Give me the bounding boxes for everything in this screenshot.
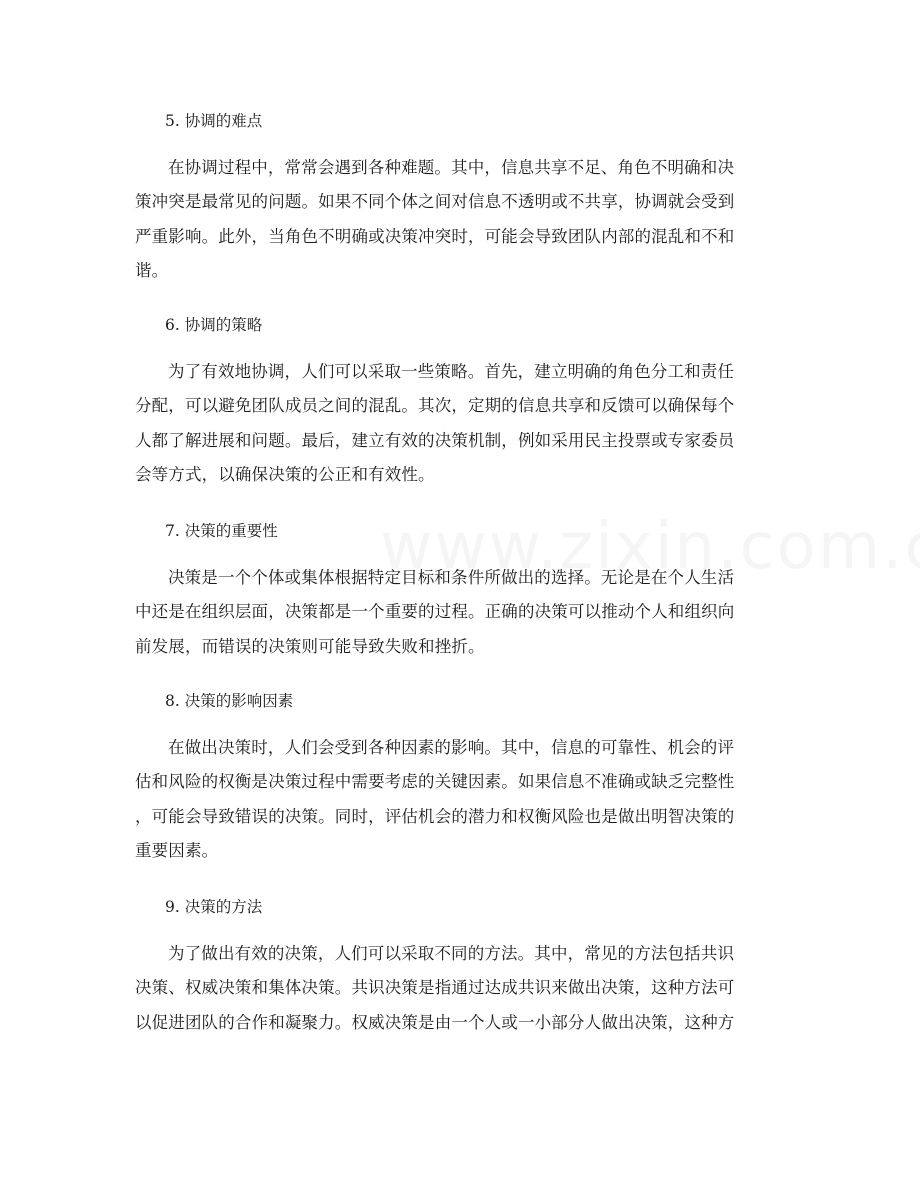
section-paragraph bbox=[135, 561, 785, 664]
paragraph-line: 为了有效地协调，人们可以采取一些策略。首先，建立明确的角色分工和责任 bbox=[168, 362, 735, 381]
paragraph-line: 决策是一个个体或集体根据特定目标和条件所做出的选择。无论是在个人生活 bbox=[168, 568, 735, 587]
paragraph-line: 分配，可以避免团队成员之间的混乱。其次，定期的信息共享和反馈可以确保每个 bbox=[135, 396, 735, 416]
paragraph-line: 在做出决策时，人们会受到各种因素的影响。其中，信息的可靠性、机会的评 bbox=[168, 738, 735, 757]
section-paragraph bbox=[135, 355, 785, 493]
paragraph-line: 估和风险的权衡是决策过程中需要考虑的关键因素。如果信息不准确或缺乏完整性 bbox=[135, 772, 735, 792]
paragraph-line: 在协调过程中，常常会遇到各种难题。其中，信息共享不足、角色不明确和决 bbox=[168, 158, 735, 177]
paragraph-line: 中还是在组织层面，决策都是一个重要的过程。正确的决策可以推动个人和组织向 bbox=[135, 602, 735, 622]
paragraph-line: 人都了解进展和问题。最后，建立有效的决策机制，例如采用民主投票或专家委员 bbox=[135, 430, 735, 450]
paragraph-line: 策冲突是最常见的问题。如果不同个体之间对信息不透明或不共享，协调就会受到 bbox=[135, 192, 735, 212]
section-heading: 7. 决策的重要性 bbox=[165, 522, 278, 540]
section-paragraph bbox=[135, 731, 785, 869]
section-paragraph bbox=[135, 151, 785, 289]
paragraph-line: 前发展，而错误的决策则可能导致失败和挫折。 bbox=[135, 636, 485, 656]
paragraph-line: ，可能会导致错误的决策。同时，评估机会的潜力和权衡风险也是做出明智决策的 bbox=[135, 806, 735, 826]
paragraph-line: 会等方式，以确保决策的公正和有效性。 bbox=[135, 465, 435, 485]
paragraph-line: 重要因素。 bbox=[135, 841, 219, 861]
section-paragraph bbox=[135, 937, 785, 1040]
section-heading: 9. 决策的方法 bbox=[165, 898, 263, 916]
section-heading: 6. 协调的策略 bbox=[165, 316, 263, 334]
paragraph-line: 决策、权威决策和集体决策。共识决策是指通过达成共识来做出决策，这种方法可 bbox=[135, 978, 735, 998]
section-heading: 8. 决策的影响因素 bbox=[165, 692, 294, 710]
paragraph-line: 为了做出有效的决策，人们可以采取不同的方法。其中，常见的方法包括共识 bbox=[168, 944, 735, 963]
paragraph-line: 严重影响。此外，当角色不明确或决策冲突时，可能会导致团队内部的混乱和不和 bbox=[135, 226, 735, 246]
paragraph-line: 谐。 bbox=[135, 261, 169, 281]
paragraph-line: 以促进团队的合作和凝聚力。权威决策是由一个人或一小部分人做出决策，这种方 bbox=[135, 1012, 735, 1032]
section-heading: 5. 协调的难点 bbox=[165, 112, 263, 130]
